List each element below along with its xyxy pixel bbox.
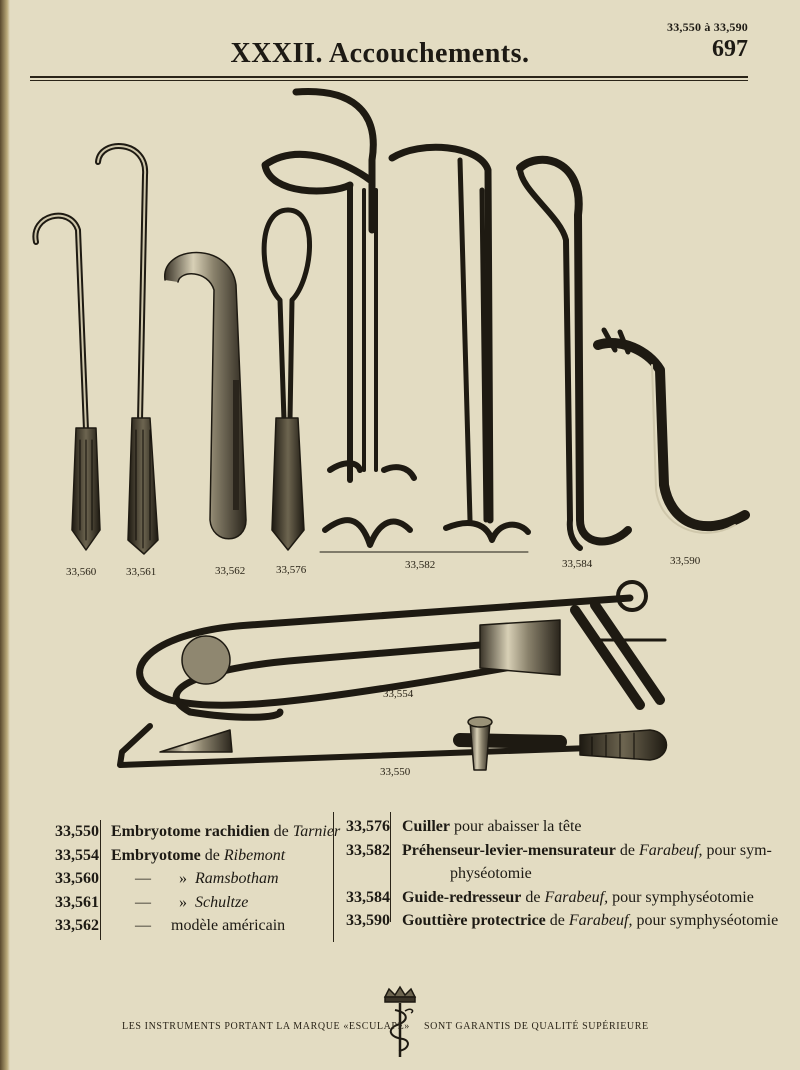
figure-label-33562: 33,562 (215, 565, 246, 577)
hook-33562-drawing (165, 253, 246, 539)
item-number: 33,560 (55, 870, 99, 887)
item-name: Gouttière protectrice (402, 912, 546, 929)
item-number: 33,576 (346, 818, 390, 835)
item-number: 33,582 (346, 841, 390, 859)
legend-divider-center (333, 812, 334, 942)
item-text: — modèle américain (135, 917, 286, 934)
item-text: de (521, 888, 545, 906)
item-number: 33,561 (55, 893, 99, 911)
figure-label-33576: 33,576 (276, 564, 307, 576)
item-name: Cuiller (402, 818, 450, 835)
legend-row (55, 891, 325, 915)
legend-row (55, 844, 325, 868)
item-number: 33,550 (55, 823, 99, 840)
item-number: 33,590 (346, 912, 390, 929)
item-author: Ramsbotham (195, 870, 279, 887)
item-text-end: pour sym- (702, 841, 772, 859)
item-text: de (269, 823, 293, 840)
figure-label-33554: 33,554 (383, 688, 414, 700)
legend-left (55, 820, 341, 938)
legend-row (346, 886, 754, 910)
legend-row (55, 867, 325, 891)
hook-33560-drawing (35, 216, 100, 550)
item-range: 33,550 à 33,590 (667, 20, 748, 34)
item-name: Préhenseur-levier-mensurateur (402, 841, 616, 859)
item-author: Farabeuf, (638, 841, 703, 859)
item-author: Farabeuf, (568, 912, 633, 929)
item-number: 33,562 (55, 917, 99, 934)
item-text: de (200, 846, 224, 864)
item-text: — » (135, 893, 195, 911)
legend-row (55, 914, 325, 938)
item-text: pour abaisser la tête (450, 818, 582, 835)
page-number: 697 (712, 36, 748, 62)
hook-33561-drawing (98, 146, 158, 554)
legend-row (55, 820, 341, 844)
legend-row (346, 815, 746, 839)
embryotome-33550-drawing (120, 717, 667, 770)
legend-right (346, 815, 779, 933)
spoon-33576-drawing (264, 210, 309, 550)
item-text: — » (135, 870, 195, 887)
item-author: Ribemont (223, 846, 286, 864)
footer-left-text: LES INSTRUMENTS PORTANT LA MARQUE «ESCULAPE» (122, 1021, 410, 1032)
figure-label-33550: 33,550 (380, 766, 411, 778)
footer-right-text: SONT GARANTIS DE QUALITÉ SUPÉRIEURE (424, 1021, 649, 1032)
item-author: Schultze (195, 893, 249, 911)
legend-row (346, 839, 772, 863)
legend-divider-left (100, 820, 101, 940)
item-text: de (545, 912, 569, 929)
legend-row (346, 862, 746, 886)
item-author: Farabeuf, (544, 888, 609, 906)
figure-label-33584: 33,584 (562, 558, 593, 570)
lever-33582b-drawing (392, 147, 528, 540)
item-number: 33,584 (346, 888, 390, 906)
figure-label-33582: 33,582 (405, 559, 436, 571)
legend-row (346, 909, 779, 933)
figure-label-33590: 33,590 (670, 555, 701, 567)
figure-label-33560: 33,560 (66, 566, 97, 578)
item-name: Embryotome rachidien (111, 823, 270, 840)
page-title: XXXII. Accouchements. (230, 38, 530, 69)
item-text-end: pour symphyséotomie (632, 912, 779, 929)
item-text: physéotomie (450, 865, 532, 882)
guide-33584-drawing (520, 160, 628, 548)
item-name: Embryotome (111, 846, 201, 864)
figure-label-33561: 33,561 (126, 566, 157, 578)
item-text: de (615, 841, 639, 859)
item-number: 33,554 (55, 846, 99, 864)
item-name: Guide-redresseur (402, 888, 522, 906)
gutter-33590-drawing (598, 330, 745, 533)
item-text-end: pour symphyséotomie (608, 888, 754, 906)
item-author: Tarnier (292, 823, 341, 840)
